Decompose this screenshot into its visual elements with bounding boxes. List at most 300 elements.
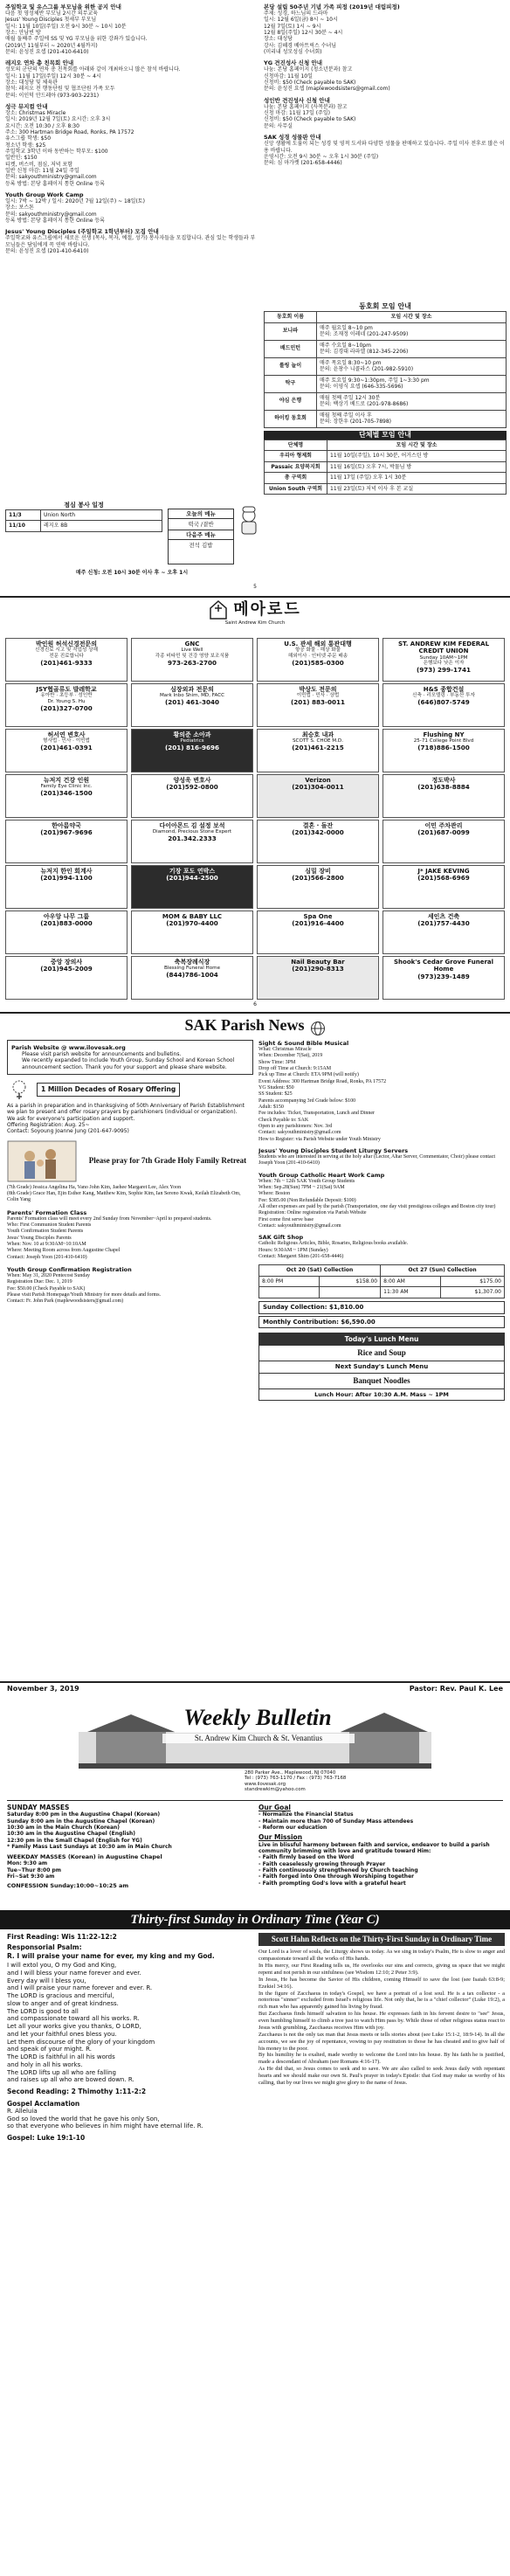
notice-title: Youth Group Work Camp	[5, 190, 84, 198]
ad-title: 최승호 내과	[301, 731, 334, 738]
ad-line: 신경진료 시고 및 작업성 상해	[35, 647, 98, 654]
lunch-service-title: 점심 봉사 일정	[64, 502, 104, 509]
youth-confirmation-body: When: May 31, 2020 Pentecost Sunday Registration Due: Dec. 1, 2019 Fee: $50.00 (Check Payable to SAK) Please visit Parish Homepage/Youth Ministry for more details and forms. Contact: Fr. John Park (maplewoodsisters@gmail.com)	[7, 1273, 162, 1305]
ad-phone: (201)346-1500	[40, 789, 93, 798]
sak-news-left	[7, 1040, 253, 1678]
sunday-banner: Thirty-first Sunday in Ordinary Time (Year C)	[0, 1910, 510, 1929]
rosary-body: As a parish in preparation and in thanksgiving of 50th Anniversary of Parish Establishment we plan to present and offer rosary prayers by parishioners (individual or organization). We ask for everyone's participation and support. Offering Registration: Aug. 25~ Contact: Soyoung Joanne Jung (201-647-9095)	[7, 1103, 245, 1135]
ad-title: 황의준 소아과	[173, 731, 211, 738]
table-row	[265, 451, 507, 462]
notice-body: 다음 첫 영성체반 부모님 2시간 의무교육 Jesus' Young Disciples 첫세부 부모님 일시: 11월 10일(주일) 오전 9시 30분 ~ 10시 10분 장소: 안남빈 방 매월 둘째주 주일에 SS 및 YG 부모님을 위한 강좌가 있습니다. (2019년 11월부터 ~ 2020년 4월까지) 문의: 윤성진 요셉 (201-410-6410)	[5, 10, 148, 55]
ad-title: Spa One	[303, 913, 333, 920]
table-cell: $1,307.00	[441, 1287, 505, 1298]
table-row	[265, 357, 507, 375]
page-number: 6	[253, 1001, 257, 1008]
business-ad	[257, 956, 379, 1000]
business-ad	[131, 956, 253, 1000]
website-title: Parish Website @ www.ilovesak.org	[11, 1044, 126, 1051]
second-reading: Second Reading: 2 Thimothy 1:11-2:2	[7, 2088, 147, 2096]
goal-body: - Normalize the Financial Status - Maintain more than 700 of Sunday Mass attendees - Reform our education	[258, 1811, 414, 1831]
ad-phone: (201) 883-0011	[290, 698, 346, 707]
mission-title: Our Mission	[258, 1833, 303, 1842]
notice-item	[5, 103, 258, 187]
gospel-acclamation-body: R. Alleluia God so loved the world that he gave his only Son, so that everyone who believes in him might have eternal life. R.	[7, 2107, 203, 2130]
ad-phone: 201.342.2333	[168, 834, 217, 843]
notice-title: 주일학교 및 유스그룹 부모님을 위한 공지 안내	[5, 3, 121, 10]
club-meeting-title: 동호회 모임 안내	[359, 302, 411, 310]
business-ad	[382, 865, 505, 909]
chef-icon	[238, 505, 260, 535]
ad-phone: (201)592-0800	[166, 783, 218, 792]
table-row	[265, 483, 507, 495]
ad-title: 박인원 허석신경전문의	[35, 641, 98, 647]
ad-title: 박상도 전문의	[299, 686, 337, 693]
table-cell: $158.00	[319, 1276, 380, 1287]
notice-item	[5, 228, 258, 254]
table-cell: 총 구역회	[265, 473, 327, 484]
menu-next-label: 다음주 메뉴	[169, 530, 233, 540]
ad-line: Sunday 10AM~1PM	[419, 654, 468, 661]
business-ad	[131, 729, 253, 772]
notice-body: 주일학교와 유스그룹에서 새로운 선생 (목사, 목자, 예절, 성가) 봉사자들을 모집합니다. 관심 있는 학생들과 부모님들은 담임에게 꼭 연락 바랍니다. 문의: 윤성진 요셉 (201-410-6410)	[5, 235, 256, 254]
ad-title: J* JAKE KEVING	[417, 868, 470, 875]
table-header-row	[259, 1265, 505, 1277]
notice-item	[264, 134, 507, 166]
musical-title: Sight & Sound Bible Musical	[258, 1040, 349, 1047]
business-ad	[131, 865, 253, 909]
business-ad	[131, 911, 253, 954]
table-cell: 11월 17일 (주일) 오후 1시 30분	[327, 473, 507, 484]
masses-body: Saturday 8:00 pm in the Augustine Chapel (Korean) Sunday 8:00 am in the Augustine Chapel (Korean) 10:30 am in the Main Church (Korean) 10:30 am in the Augustine Chapel (English) 12:30 pm in the Small Chapel (English for YG) * Family Mass Last Sundays at 10:30 am in Main Church	[7, 1811, 172, 1850]
chef-illustration	[238, 505, 260, 535]
table-cell: $175.00	[441, 1276, 505, 1287]
rosary-block	[7, 1079, 253, 1135]
website-box	[7, 1040, 253, 1075]
ad-phone: (201)461-0391	[40, 744, 93, 752]
ad-line: 해외이사 · 인터넷 주문 배송	[287, 654, 348, 660]
notice-item	[5, 59, 258, 99]
readings-column	[7, 1933, 253, 2571]
notice-body: 주제: 성경, 하느님의 드라마 일시: 12월 6일(금) 8시 ~ 10시 12월 7일(토) 1시 ~ 9시 12월 8일(주일) 12시 30분 ~ 4시 장소: 대성당 강사: 김혜경 베아트릭스 수녀님 (미리내 성모성심 수녀회)	[264, 10, 343, 55]
section-divider	[0, 1681, 510, 1683]
parents-body: Parents' Formation class will meet every 2nd Sunday from November~April to prepared students. Who: First Communion Student Parents Youth Confirmation Student Parents Jesus' Young Disciples Parents When: Nov. 10 at 9:30AM~10:10AM Where: Meeting Room across from Augustine Chapel Contact: Joseph Yoon (201-410-6410)	[7, 1215, 212, 1260]
notice-item	[5, 191, 258, 224]
notice-title: 성인반 견진성사 신청 안내	[264, 96, 330, 104]
business-ad	[382, 774, 505, 818]
ad-line: 유아반 · 초등부 · 성인반	[40, 693, 93, 699]
bulletin-right-goals	[258, 1804, 505, 1908]
table-header-cell: 동호회 이름	[265, 312, 317, 323]
business-ad	[5, 956, 128, 1000]
goal-title: Our Goal	[258, 1804, 291, 1811]
ad-title: 아우앙 나무 그룹	[43, 913, 90, 920]
ad-phone: (201)290-8313	[292, 965, 344, 973]
business-ad	[257, 638, 379, 682]
directory-section	[0, 599, 510, 1010]
sak-news-section	[0, 1015, 510, 1679]
ad-title: JSY협골류도 발레학교	[36, 686, 97, 693]
notice-title: 성극 뮤지컬 안내	[5, 103, 48, 110]
table-header-row	[265, 440, 507, 451]
globe-icon	[310, 1021, 326, 1036]
website-body: Please visit parish website for announcements and bulletins. We recently expanded to include Youth Group, Sunday School and Korean School announcement section. Thank you for your support and please share website.	[22, 1051, 235, 1070]
ad-title: 뉴저지 한인 회계사	[40, 868, 93, 875]
table-row	[265, 322, 507, 340]
work-camp-body: When: 7th ~ 12th SAK Youth Group Students When: Sep.28(Sun) 7PM ~ 21(Sat) 9AM Where: Boston Fee: $385.00 (Non Refundable Deposit: $100) All other expenses are paid by the parish (Transportation, one day visit prestigious colleges and Boston city tour) Registration: Online registration via Parish Website First come first serve base Contact: sakyouthministry@gmail.com	[258, 1178, 496, 1229]
reflection-title: Scott Hahn Reflects on the Thirty-First Sunday in Ordinary Time	[258, 1933, 505, 1946]
business-ad	[382, 729, 505, 772]
table-cell: 야심 은행	[265, 392, 317, 410]
ad-title: 세인츠 건축	[427, 913, 460, 920]
ad-phone: (201)916-4400	[292, 919, 344, 928]
ad-line: 각종 비타민 및 건강 영양 보조식품	[155, 654, 230, 660]
ad-phone: (201)566-2800	[292, 874, 344, 883]
notice-body: 일시: 7박 ~ 12박 / 일시: 2020년 7월 12일(주) ~ 18일(토) 장소: 보스톤 문의: sakyouthministry@gmail.com 등록 방법: 본당 홈페이지 통한 Online 등록	[5, 198, 145, 224]
ad-line: 25-71 College Point Blvd	[413, 738, 474, 744]
lunch-menu-next: Banquet Noodles	[353, 1375, 410, 1385]
table-row	[265, 461, 507, 473]
reflection-column	[258, 1933, 505, 2571]
ad-phone: (201)970-4400	[166, 919, 218, 928]
ad-title: Shook's Cedar Grove Funeral Home	[393, 959, 494, 973]
ad-title: 결혼 · 돌잔	[302, 822, 334, 829]
notice-title: 레지오 연차 총 친목회 안내	[5, 59, 74, 67]
page5-right-column	[264, 3, 507, 301]
first-reading: First Reading: Wis 11:22-12:2	[7, 1933, 117, 1941]
ad-phone: (201)342-0000	[292, 828, 344, 837]
ad-line: Pediatrics	[180, 738, 204, 744]
table-cell: 11월 10일(주일), 10시 30분, 어거스틴 방	[327, 451, 507, 462]
table-cell: Union South 구역회	[265, 483, 327, 495]
business-ad	[131, 820, 253, 863]
business-ad	[257, 820, 379, 863]
notice-body: 장소: Christmas Miracle 일시: 2019년 12월 7일(토) 요시간: 오후 3시 요시간: 오전 10:30 / 오후 8:30 주소: 300 Hartman Bridge Road, Ronks, PA 17572 유스그룹 학생: $50 청소년 학생: $25 주일학교 3학년 이하 동반하는 학부모: $100 일반인: $150 티켓, 버스비, 점심, 저녁 포함 일반 신청 마감: 11월 24일 주일 문의: sakyouthministry@gmail.com 등록 방법: 본당 홈페이지 통한 Online 등록	[5, 110, 134, 187]
business-ad	[257, 774, 379, 818]
table-cell: 매주 월요일 8~10 pm 문의: 조재정 이레네 (201-247-9509)	[317, 322, 507, 340]
musical-body: What: Christmas Miracle When: December 7(Sat), 2019 Show Time: 3PM Drop off Time at Church: 9:15AM Pick up Time at Church: ETA 9PM (will notify) Event Address: 300 Hartman Bridge Road, Ronks, PA 17572 YG Student: $50 SS Student: $25 Parents accompanying 3rd Grade below: $100 Adult: $150 Fee includes: Ticket, Transportation, Lunch and Dinner Check Payable to: SAK Open to any parishioners: Nov. 3rd Contact: sakyouthministry@gmail.com How to Register: via Parish Website under Youth Ministry	[258, 1047, 387, 1142]
psalm-response: R. I will praise your name for ever, my king and my God.	[7, 1951, 215, 1960]
notice-body: 나눔: 본당 홈페이지 (청소년분과) 참고 신청마감: 11월 10일 신청비: $50 (Check payable to SAK) 문의: 윤성진 요셉 (maplewoodsisters@gmail.com)	[264, 66, 390, 93]
retreat-heading: Please pray for 7th Grade Holy Family Retreat	[88, 1156, 247, 1165]
club-meeting-grid	[264, 311, 507, 428]
notice-item	[264, 59, 507, 92]
ad-title: 기장 포도 연박스	[169, 868, 216, 875]
table-row	[265, 392, 507, 410]
ad-title: 심장외과 전문의	[170, 686, 214, 693]
ad-line: 신축 · 리모델링 · 부동산 투자	[412, 693, 475, 699]
table-cell: 11/3	[6, 509, 41, 521]
directory-logo-english: Saint Andrew Kim Church	[224, 620, 286, 626]
lunch-service-note: 매주 신청: 오전 10시 30분 이사 후 ~ 오후 1시	[75, 570, 189, 576]
masses-title: SUNDAY MASSES	[7, 1804, 70, 1811]
collection-table	[258, 1264, 505, 1298]
ad-title: Nail Beauty Bar	[291, 959, 345, 966]
sak-news-header	[0, 1015, 510, 1036]
monthly-contribution-total: Monthly Contribution: $6,590.00	[258, 1316, 505, 1329]
ad-phone: (201)757-4430	[417, 919, 470, 928]
liturgy-servers-title: Jesus' Young Disciples Student Liturgy Servers	[258, 1146, 409, 1154]
business-ad	[5, 729, 128, 772]
business-ad	[257, 683, 379, 727]
ad-phone: (201)944-2500	[166, 874, 218, 883]
ad-phone: (201)638-8884	[417, 783, 470, 792]
lunch-menu-box	[258, 1333, 505, 1401]
ad-title: 축복장례식장	[174, 959, 210, 966]
table-cell: 탁구	[265, 375, 317, 392]
ad-title: H&S 종합건설	[423, 686, 465, 693]
table-cell: 매주 토요일 9:30~1:30pm, 주일 1~3:30 pm 문의: 이영식 요셉 (646-335-5696)	[317, 375, 507, 392]
mission-body: Live in blissful harmony between faith and service, endeavor to build a parish community brimming with love and gratitude toward Him: - Faith firmly based on the Word - Faith ceaselessly growing through Prayer - Faith continuously strengthened by Church teaching - Faith forged into One through Worshiping together - Faith prompting God's love with a grateful heart	[258, 1841, 490, 1887]
gift-shop-body: Catholic Religious Articles, Bible, Rosaries, Religious books available. Hours: 9:30AM ~ 1PM (Sunday) Contact: Margaret Shim (201-658-4446)	[258, 1241, 409, 1259]
table-row	[259, 1287, 505, 1298]
ad-phone: (201)945-2009	[40, 965, 93, 973]
ad-phone: (201)327-0700	[40, 703, 93, 712]
ad-phone: (201)994-1100	[40, 874, 93, 883]
ad-title: 이민 주차관리	[424, 822, 463, 829]
business-ad	[131, 638, 253, 682]
liturgy-servers-body: Students who are interested in serving at the holy altar (Lector, Altar Server, Commentator, Choir) please contact Joseph Yoon (201-410-6410)	[258, 1153, 496, 1167]
ad-title: 정도박사	[431, 777, 456, 784]
table-cell: 롤링 늘이	[265, 357, 317, 375]
menu-next-value: 전석 김밥	[189, 542, 213, 550]
ad-line: 이민법 · 민사 · 상법	[296, 693, 340, 699]
ad-phone: (201)967-9696	[40, 828, 93, 837]
ad-line: Family Eye Clinic Inc.	[40, 784, 93, 790]
ad-title: 한아름약국	[52, 822, 81, 829]
rosary-icon	[7, 1079, 31, 1100]
business-ad	[5, 865, 128, 909]
directory-logo	[178, 599, 332, 634]
rosary-title: 1 Million Decades of Rosary Offering	[37, 1083, 180, 1096]
bulletin-date: November 3, 2019	[7, 1685, 79, 1693]
ad-phone: (201)585-0300	[292, 658, 344, 667]
business-ad	[5, 820, 128, 863]
ad-title: Verizon	[305, 777, 331, 784]
bulletin-section	[0, 1685, 510, 2576]
ad-line: SCOTT S. CHOE M.D.	[293, 738, 343, 744]
ad-title: MOM & BABY LLC	[162, 913, 223, 920]
ad-phone: (844)786-1004	[166, 971, 218, 980]
ad-line: 형사법 · 민사 · 이민법	[43, 738, 90, 744]
sak-news-title: SAK Parish News	[184, 1016, 305, 1034]
business-ad	[382, 683, 505, 727]
ad-phone: (973) 299-1741	[416, 666, 472, 675]
retreat-names: (7th Grade) Jessica Angelina Ha, Vano John Kim, Jaehee Margaret Lee, Alex Yoon (8th Grade) Grace Han, Ejin Esther Kang, Matthew Kim, Sophie Kim, Ian Sereno Kwak, Keilah Elizabeth Om, Colin Yang	[7, 1184, 241, 1203]
ad-line: Dr. Young S. Hu	[47, 699, 86, 705]
notice-item	[264, 3, 507, 55]
lunch-service-grid	[5, 509, 162, 532]
ad-title: 양성욱 변호사	[173, 777, 211, 784]
gospel-reading: Gospel: Luke 19:1-10	[7, 2134, 86, 2143]
business-ad	[257, 865, 379, 909]
ad-phone: (201)304-0011	[292, 783, 344, 792]
lunch-menu-today: Rice and Soup	[357, 1347, 406, 1357]
menu-today-value: 떡국 /곁반	[188, 521, 214, 529]
notice-item	[264, 97, 507, 129]
group-meeting-grid	[264, 440, 507, 495]
business-ad	[382, 911, 505, 954]
ad-phone: (201) 461-3040	[164, 698, 220, 707]
ad-title: GNC	[184, 641, 200, 647]
table-header-row	[265, 312, 507, 323]
club-meeting-table	[264, 302, 507, 495]
psalm-title: Responsorial Psalm:	[7, 1943, 82, 1952]
table-cell: Passaic 요양복지회	[265, 461, 327, 473]
business-ad	[382, 956, 505, 1000]
table-row	[265, 473, 507, 484]
ad-phone: 973-263-2700	[168, 658, 217, 667]
business-ad	[5, 683, 128, 727]
ad-phone: (201)568-6969	[417, 874, 470, 883]
business-ad	[131, 683, 253, 727]
ad-line: 은행보다 낫은 이자	[423, 661, 465, 667]
ad-phone: (201)883-0000	[40, 919, 93, 928]
sak-news-right	[258, 1040, 505, 1678]
bulletin-masthead	[79, 1697, 431, 1769]
table-row	[265, 410, 507, 427]
business-ad	[257, 729, 379, 772]
ad-phone: (646)807-5749	[417, 698, 470, 707]
table-row	[6, 521, 162, 532]
ad-phone: (201)461-2215	[292, 744, 344, 752]
table-row	[265, 340, 507, 357]
ad-title: 뉴저지 건강 인원	[43, 777, 90, 784]
youth-confirmation-block	[7, 1266, 253, 1305]
business-ad	[5, 638, 128, 682]
ad-title: ST. ANDREW KIM FEDERAL CREDIT UNION	[397, 641, 490, 655]
ad-title: Flushing NY	[423, 731, 465, 738]
ad-phone: (201)461-9333	[40, 658, 93, 667]
table-cell	[259, 1287, 320, 1298]
page5-left-column	[5, 3, 258, 500]
notice-body: 나눔: 본당 홈페이지 (사목분과) 참고 신청 마감: 11월 17일 (주일) 신청비: $50 (Check payable to SAK) 문의: 사무실	[264, 103, 356, 129]
business-ad	[5, 774, 128, 818]
table-cell: 11/10	[6, 521, 41, 532]
rule	[7, 1800, 503, 1801]
lunch-service-schedule	[5, 502, 162, 532]
table-header-cell: 모임 시간 및 장소	[327, 440, 507, 451]
weekday-title: WEEKDAY MASSES (Korean) in Augustine Chapel	[7, 1853, 162, 1861]
table-header-cell: Oct 27 (Sun) Collection	[381, 1265, 505, 1277]
table-row	[259, 1276, 505, 1287]
ad-line: Diamond, Precious Stone Expert	[152, 829, 232, 835]
section-divider	[0, 596, 510, 598]
page-five	[0, 0, 510, 673]
table-header-cell: 모임 시간 및 장소	[317, 312, 507, 323]
musical-block	[258, 1040, 505, 1143]
business-ad	[5, 911, 128, 954]
table-cell: 배드민턴	[265, 340, 317, 357]
retreat-block	[7, 1140, 253, 1204]
holy-family-illustration	[7, 1140, 77, 1182]
notice-title: 본당 설립 50주년 기념 가족 피정 (2019년 대림피정)	[264, 3, 400, 10]
lunch-hour: Lunch Hour: After 10:30 A.M. Mass ~ 1PM	[259, 1388, 504, 1400]
ad-line: Live Well	[181, 647, 203, 654]
table-cell: 우리아 형제회	[265, 451, 327, 462]
table-cell: 8:00 AM	[381, 1276, 441, 1287]
bulletin-logo-title: Weekly Bulletin	[175, 1704, 341, 1733]
table-cell: 11월 23일(토) 저녁 이사 후 본 교실	[327, 483, 507, 495]
notice-item	[5, 3, 258, 55]
table-cell: 매월 첫째 주일 12시 30분 문의: 백상기 베드로 (201-978-8686)	[317, 392, 507, 410]
gospel-acclamation-title: Gospel Acclamation	[7, 2099, 80, 2108]
bulletin-logo-subtitle: St. Andrew Kim Church & St. Venantius	[162, 1734, 355, 1743]
youth-confirmation-title: Youth Group Confirmation Registration	[7, 1265, 132, 1273]
parents-formation-block	[7, 1209, 253, 1261]
reflection-body: Our Lord is a lover of souls, the Liturgy shows us today. As we sing in today's Psalm, He is slow to anger and compassionate toward all the works of His hands. In His mercy, our First Reading tells us, He overlooks our sins and corrects, giving us space that we might repent and not perish in our sinfulness (see Wisdom 12:10; 2 Peter 3:9). In Jesus, He has become the Savior of His children, coming Himself to save the lost (see Isaiah 63:8-9; Ezekiel 34:16). In the figure of Zacchaeus in today's Gospel, we have a portrait of a lost soul. He is a tax collector - a notorious "sinner" excluded from Israel's religious life. Not only that, he is a "chief collector" (Luke 19:2), a rich man who has apparently gained his living by fraud. But Zacchaeus finds himself salvation to his house. He expresses faith in his fervent desire to "see" Jesus, even humbling himself to climb a tree just to watch Him pass by. While those of other religious status react to Jesus with grumbling, Zacchaeus receives Him with joy. Zacchaeus is not the only tax man that Jesus meets or tells stories about (see Luke 15:1-2, 18:9-14). In all the accounts, we see the joy of repentance, vowing to pay restitution to those he has cheated and to give half of his money to the poor. By his humility he is exalted, made worthy to welcome the Lord into his house. By his faith he is justified, made a descendant of Abraham (see Romans 4:16-17). As He did that, so Jesus comes to seek and to save. We are also called to seek Jesus daily with repentant hearts and we should make our own St. Paul's prayer in today's Epistle: that God may make us worthy of his calling, that by our lives we might give glory to the name of Jesus.	[258, 1949, 505, 2086]
bulletin-left-masses	[7, 1804, 253, 1908]
work-camp-block	[258, 1172, 505, 1230]
bulletin-address: 280 Parker Ave., Maplewood, NJ 07040 Tel : (973) 763-1170 / Fax : (973) 763-7168 www.ilovesak.org standrewkim@yahoo.com	[245, 1770, 347, 1793]
table-cell: 매주 목요일 8:30~10 pm 문의: 윤창수 니콜라스 (201-982-5910)	[317, 357, 507, 375]
notice-title: YG 견진성사 신청 안내	[264, 59, 323, 67]
table-cell: 11:30 AM	[381, 1287, 441, 1298]
weekday-body: Mon: 9:30 am Tue~Thur 8:00 pm Fri~Sat 9:30 am	[7, 1860, 62, 1880]
ad-phone: (201)687-0099	[417, 828, 470, 837]
ad-line: 전문 진료합니다	[49, 654, 84, 660]
table-cell: 하이킹 동호회	[265, 410, 317, 427]
group-meeting-title: 단체별 모임 안내	[264, 431, 507, 440]
table-cell: 매월 첫째 주일 이사 후 문의: 장한우 (201-705-7898)	[317, 410, 507, 427]
ad-phone: (973)239-1489	[417, 972, 470, 980]
church-logo-icon	[209, 599, 228, 620]
sunday-collection-total: Sunday Collection: $1,810.00	[258, 1301, 505, 1314]
table-cell	[319, 1287, 380, 1298]
page-number: 5	[253, 584, 257, 590]
table-cell: 보나파	[265, 322, 317, 340]
table-row	[265, 375, 507, 392]
liturgy-servers-block	[258, 1147, 505, 1167]
gift-shop-block	[258, 1234, 505, 1260]
table-cell: 레지오 8B	[41, 521, 162, 532]
table-cell: Union North	[41, 509, 162, 521]
directory-logo-korean: 메아로드	[233, 599, 301, 619]
section-divider	[0, 1012, 510, 1014]
ad-title: U.S. 관세 해외 통관대행	[284, 641, 352, 647]
notice-title: SAK 성경 성물판 안내	[264, 134, 321, 142]
ad-phone: (718)886-1500	[417, 744, 470, 752]
business-ad	[382, 820, 505, 863]
table-header-cell: Oct 20 (Sat) Collection	[259, 1265, 381, 1277]
menu-today-label: 오늘의 메뉴	[169, 509, 233, 519]
gift-shop-title: SAK Gift Shop	[258, 1234, 304, 1242]
notice-body: 신앙 생활에 도움이 되는 성경 및 영적 도서와 다양한 성물을 판매하고 있습니다. 주일 미사 전후로 많은 이용 바랍니다. 운영시간: 오전 9시 30분 ~ 오후 1시 30분 (주일) 문의: 심 마가렛 (201-658-4446)	[264, 141, 505, 167]
table-row	[6, 509, 162, 521]
parents-title: Parents' Formation Class	[7, 1208, 87, 1216]
table-cell: 8:00 PM	[259, 1276, 320, 1287]
ad-phone: (201) 816-9696	[164, 744, 220, 752]
business-ad	[382, 638, 505, 682]
ad-title: 심밀 장비	[305, 868, 331, 875]
table-header-cell: 단체명	[265, 440, 327, 451]
business-ad	[131, 774, 253, 818]
ad-line: Mark Inbo Shim, MD, FACC	[159, 693, 225, 699]
ad-line: Blessing Funeral Home	[163, 966, 221, 972]
business-ad	[257, 911, 379, 954]
table-cell: 매주 수요일 8~10pm 문의: 김경대 라파엘 (812-345-2206)	[317, 340, 507, 357]
notice-title: Jesus' Young Disciples (주일학교 1학년부터) 모집 안내	[5, 228, 159, 236]
work-camp-title: Youth Group Catholic Heart Work Camp	[258, 1171, 385, 1179]
ad-title: 다이아몬드 김 설정 보석	[159, 822, 225, 829]
confession-line: CONFESSION Sunday:10:00~10:25 am	[7, 1882, 129, 1890]
ad-title: 허서연 변호사	[47, 731, 86, 738]
lunch-menu-next-label: Next Sunday's Lunch Menu	[259, 1361, 504, 1374]
bulletin-pastor: Pastor: Rev. Paul K. Lee	[409, 1685, 503, 1693]
psalm-body: I will extol you, O my God and King, and I will bless your name forever and ever. Every day will I bless you, and I will praise your name forever and ever. R. The LORD is gracious and merciful, slow to anger and of great kindness. The LORD is good to all and compassionate toward all his works. R. Let all your works give you thanks, O LORD, and let your faithful ones bless you. Let them discourse of the glory of your kingdom and speak of your might. R. The LORD is faithful in all his words and holy in all his works. The LORD lifts up all who are falling and raises up all who are bowed down. R.	[7, 1962, 155, 2084]
ad-title: 중앙 장의사	[50, 959, 83, 966]
lunch-menu-title: Today's Lunch Menu	[259, 1333, 504, 1345]
menu-box	[168, 509, 234, 564]
